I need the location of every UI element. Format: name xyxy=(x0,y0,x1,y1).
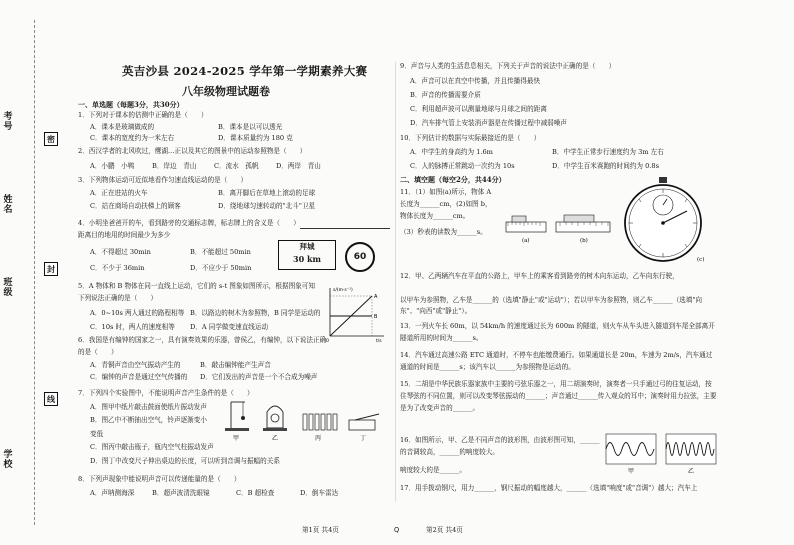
fig-label-c: (c) xyxy=(697,257,705,263)
q3-option-a: A．正在进站的火车 xyxy=(90,189,148,197)
ruler-b xyxy=(556,215,610,232)
q11-part3: （3）秒表的读数为______s。 xyxy=(400,228,487,236)
q16-stem-cont: 响度较大的是______。 xyxy=(400,466,466,474)
column-divider xyxy=(395,62,396,502)
binding-field-name: 姓名 xyxy=(3,195,13,215)
q6-option-d: D．它们发出的声音是一个不合成为噪声 xyxy=(200,373,318,381)
seal-feng: 封 xyxy=(44,262,58,276)
q17-stem: 17．用手拨动钢尺，用力______，钢尺振动的幅度越大，______（选填"响度"或"音调"）越大；汽车上 xyxy=(400,484,698,492)
waveform-jia xyxy=(606,434,656,464)
q10-option-b: B．中学生正常步行速度约为 3m 左右 xyxy=(552,148,664,156)
wave-label-jia: 甲 xyxy=(628,468,635,475)
svg-text:t/s: t/s xyxy=(376,339,382,344)
q7-option-d: D．图丁中改变尺子伸出桌边的长度，可以听到音调与振幅的关系 xyxy=(90,457,280,465)
q15-stem: 15．二胡是中华民族乐器家族中主要的弓弦乐器之一，用二胡演奏时，演奏者一只手通过弓的往复运动，按住琴弦的不同位置，则可以改变琴弦振动的______；声音通过______传入观众的耳中；演奏时用力拉弦，主要是为了改变声音的______。 xyxy=(400,380,717,412)
q6-option-b: B．敲击编钟能产生声音 xyxy=(200,361,271,369)
q7-option-a: A．图甲中纸片敲击鼓面使纸片振动发声 xyxy=(90,403,207,411)
fig-label-ding: 丁 xyxy=(360,435,367,442)
fig-label-yi: 乙 xyxy=(272,435,279,442)
q2-option-d: D．两岸 青山 xyxy=(276,162,321,170)
q4-stem: 4．小明坐爸爸开的车，看到路旁的交通标志牌，标志牌上的含义是（ ） xyxy=(78,219,300,227)
fig-ding-ruler xyxy=(349,414,379,430)
q2-option-a: A．小鹏 小鸭 xyxy=(90,162,135,170)
speed-limit-sign: 60 xyxy=(345,242,375,272)
sign-distance: 30 km xyxy=(293,254,321,264)
q8-option-a: A．声呐测海深 xyxy=(90,489,135,497)
ruler-a xyxy=(506,216,546,232)
center-mark: Q xyxy=(394,526,400,534)
q8-option-c: C．B 超检查 xyxy=(236,489,275,497)
stopwatch xyxy=(615,175,715,265)
q10-option-c: C．人的脉搏正常跳动一次约为 10s xyxy=(410,162,515,170)
q2-option-c: C．流水 孤帆 xyxy=(214,162,259,170)
seal-xian: 线 xyxy=(44,392,58,406)
fig-label-b: (b) xyxy=(580,238,588,244)
q7-figures xyxy=(215,398,383,442)
exam-title: 英吉沙县 2024-2025 学年第一学期素养大赛 xyxy=(122,64,368,78)
section-1-heading: 一、单选题（每题3分，共30分） xyxy=(78,100,184,109)
q4-stem-cont: 距离目的地用的时间最少为多少 xyxy=(78,231,171,239)
q8-stem: 8．下列声现象中能说明声音可以传递能量的是（ ） xyxy=(78,475,241,483)
q6-option-c: C．编钟的声音是通过空气传播的 xyxy=(90,373,188,381)
binding-field-class: 班级 xyxy=(3,278,13,298)
q6-stem: 6．我国是有编钟的国家之一，具有演奏效果的乐器，曾侯乙，有编钟，以下说法正确 xyxy=(78,336,327,344)
q1-option-a: A．课本是玻璃做成的 xyxy=(90,123,155,131)
fig-jia-drum xyxy=(225,402,249,431)
fig-label-bing: 丙 xyxy=(315,435,322,442)
svg-text:A: A xyxy=(374,294,378,300)
q10-option-a: A．中学生的身高约为 1.6m xyxy=(410,148,493,156)
q11-part2-cont: 物体长度为______cm。 xyxy=(400,212,470,220)
q5-stem: 5．A 物体和 B 物体在同一直线上运动，它们的 s-t 图象如图所示，根据图象可知 xyxy=(78,282,315,290)
seal-mi: 密 xyxy=(44,132,58,146)
q10-stem: 10．下列估计的数据与实际最接近的是（ ） xyxy=(400,134,541,142)
ruler-figures xyxy=(504,212,612,248)
binding-field-exam-no: 考号 xyxy=(3,112,13,132)
q9-option-d: D．汽车排气管上安装消声器是在传播过程中减弱噪声 xyxy=(410,119,567,127)
q12-stem-cont: 以甲车为参照物，乙车是______的（选填"静止"或"运动"）；若以甲车为参照物，则乙车______（选填"向东"、"向西"或"静止"）。 xyxy=(400,296,702,315)
waveform-yi xyxy=(666,434,716,464)
q11-part2: 长度为______cm，(2)如图 b， xyxy=(400,200,492,208)
sign-pole xyxy=(300,228,390,229)
q6-stem-cont: 的是（ ） xyxy=(78,348,118,356)
right-page-footer: 第2页 共4页 xyxy=(426,526,463,534)
fig-yi-bell-jar xyxy=(263,406,287,431)
q7-option-b-cont: 变低 xyxy=(90,430,104,438)
q9-option-c: C．利用超声波可以测量地球与月球之间的距离 xyxy=(410,105,547,113)
binding-cut-line xyxy=(34,20,35,525)
q2-stem: 2．西汉学者的北风吹过，鹰湖…正以及其它的图景中的运动参照物是（ ） xyxy=(78,147,307,155)
q5-option-c: C．10s 时，两人的速度相等 xyxy=(90,323,175,331)
q3-option-d: D．绕地球匀速转动的"北斗"卫星 xyxy=(218,202,316,210)
q1-stem: 1．下列对于课本的估测中正确的是（ ） xyxy=(78,111,208,119)
waveform-figures xyxy=(604,432,720,476)
q14-stem: 14．汽车通过高速公路 ETC 通道时，不停车也能缴费通行。如果通道长是 20m，车速为 2m/s，汽车通过通道的时间是______s；该汽车以______为参照物是运动的。 xyxy=(400,351,713,371)
q4-option-d: D．不应少于 50min xyxy=(190,264,252,272)
q3-option-b: B．离开脚后在草地上滚动的足球 xyxy=(218,189,316,197)
wave-label-yi: 乙 xyxy=(688,468,695,475)
q9-stem: 9．声音与人类的生活息息相关，下列关于声音的说法中正确的是（ ） xyxy=(400,62,616,70)
svg-text:B: B xyxy=(374,314,378,320)
left-page-footer: 第1页 共4页 xyxy=(302,526,339,534)
q7-option-b: B．图乙中不断抽出空气，铃声逐渐变小 xyxy=(90,416,207,424)
q7-option-c: C．图丙中敲击瓶子，瓶内空气柱振动发声 xyxy=(90,443,214,451)
q5-stem-cont: 下列说法正确的是（ ） xyxy=(78,294,158,302)
q13-stem: 13．一列火车长 60m，以 54km/h 的速度通过长为 600m 的隧道，则火车从车头进入隧道到车尾全部离开隧道所用的时间为______s。 xyxy=(400,322,715,342)
q6-option-a: A．青铜声音由空气振动产生的 xyxy=(90,361,181,369)
q12-stem: 12．甲、乙两辆汽车在平直的公路上，甲车上的乘客看到路旁的树木向东运动，乙车向东行驶， xyxy=(400,272,679,280)
q3-stem: 3．下列物体运动可近似地看作匀速直线运动的是（ ） xyxy=(78,176,248,184)
q5-option-b: B．以路边的树木为参照物，B 同学是运动的 xyxy=(190,309,321,317)
exam-subtitle: 八年级物理试题卷 xyxy=(182,85,270,98)
fig-label-jia: 甲 xyxy=(233,435,240,442)
st-graph xyxy=(322,284,388,344)
q7-stem: 7．下列四个实验图中，不能说明声音产生条件的是（ ） xyxy=(78,389,254,397)
sign-town: 拜城 xyxy=(299,242,315,251)
q3-option-c: C．站在商场自动扶梯上的顾客 xyxy=(90,202,181,210)
q5-option-a: A．0~10s 两人通过的路程相等 xyxy=(90,309,185,317)
q5-option-d: D．A 同学做变速直线运动 xyxy=(190,323,269,331)
fig-label-a: (a) xyxy=(522,238,530,244)
q1-option-d: D．课本质量约为 180 克 xyxy=(218,134,293,142)
q9-option-b: B．声音的传播需要介质 xyxy=(410,91,481,99)
q4-option-c: C．不少于 36min xyxy=(90,264,145,272)
q2-option-b: B．岸边 青山 xyxy=(152,162,197,170)
q9-option-a: A．声音可以在真空中传播，并且传播得最快 xyxy=(410,77,541,85)
q10-option-d: D．中学生百米赛跑的时间约为 0.8s xyxy=(552,162,659,170)
q11-stem: 11．（1）如图(a)所示，物体 A xyxy=(400,188,492,196)
q4-option-a: A．不得超过 30min xyxy=(90,248,151,256)
section-2-heading: 二、填空题（每空2分，共44分） xyxy=(400,175,506,184)
q1-option-b: B．课本是以可以透光 xyxy=(218,123,283,131)
svg-text:s/(m·s⁻¹): s/(m·s⁻¹) xyxy=(333,288,353,293)
q8-option-b: B．超声波清洗眼镜 xyxy=(152,489,210,497)
svg-text:0: 0 xyxy=(326,339,329,344)
fig-bing-bottles xyxy=(303,414,337,430)
distance-sign xyxy=(278,240,336,270)
binding-field-school: 学校 xyxy=(3,450,13,470)
q4-option-b: B．不能超过 50min xyxy=(190,248,251,256)
q16-stem: 16．如图所示，甲、乙是不同声音的波形图，由波形图可知，______的音调较高，______的响度较大。 xyxy=(400,436,600,456)
q1-option-c: C．课本的宽度约为一米左右 xyxy=(90,134,175,142)
binding-strip xyxy=(0,0,58,545)
q8-option-d: D．倒车雷达 xyxy=(300,489,339,497)
